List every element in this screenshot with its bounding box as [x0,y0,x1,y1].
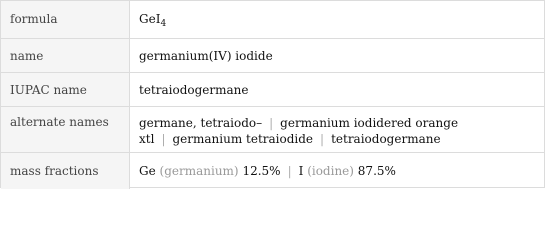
row-name [1,38,544,72]
row-label: mass fractions [1,153,130,189]
alternate-name-continuation: xtl [139,132,155,146]
iupac-name-value: tetraiodogermane [139,83,249,97]
alternate-names-line-2 [139,131,540,147]
row-label: IUPAC name [1,73,130,106]
row-iupac-name [1,72,544,106]
element-name: (iodine) [307,164,354,178]
formula-value: GeI$_4$ [139,12,167,29]
alternate-name: germane, tetraiodo– [139,116,263,130]
row-label: name [1,39,130,72]
separator: | [269,116,274,130]
alternate-name: tetraiodogermane [331,132,441,146]
row-mass-fractions [1,152,544,189]
mass-fraction: 12.5% [242,164,281,178]
separator: | [287,164,292,178]
row-formula [1,1,544,38]
element-symbol: Ge [139,164,156,178]
alternate-name: germanium iodidered orange [280,116,459,130]
separator: | [161,132,166,146]
row-label: alternate names [1,107,130,152]
mass-fraction: 87.5% [357,164,396,178]
name-value: germanium(IV) iodide [139,49,273,63]
element-symbol: I [298,164,304,178]
alternate-names-line-1 [139,115,540,131]
alternate-name: germanium tetraiodide [172,132,314,146]
row-alternate-names [1,106,544,152]
element-name: (germanium) [159,164,239,178]
row-label: formula [1,1,130,38]
alternate-names-value [139,115,540,147]
separator: | [320,132,325,146]
mass-fractions-value [139,164,540,178]
